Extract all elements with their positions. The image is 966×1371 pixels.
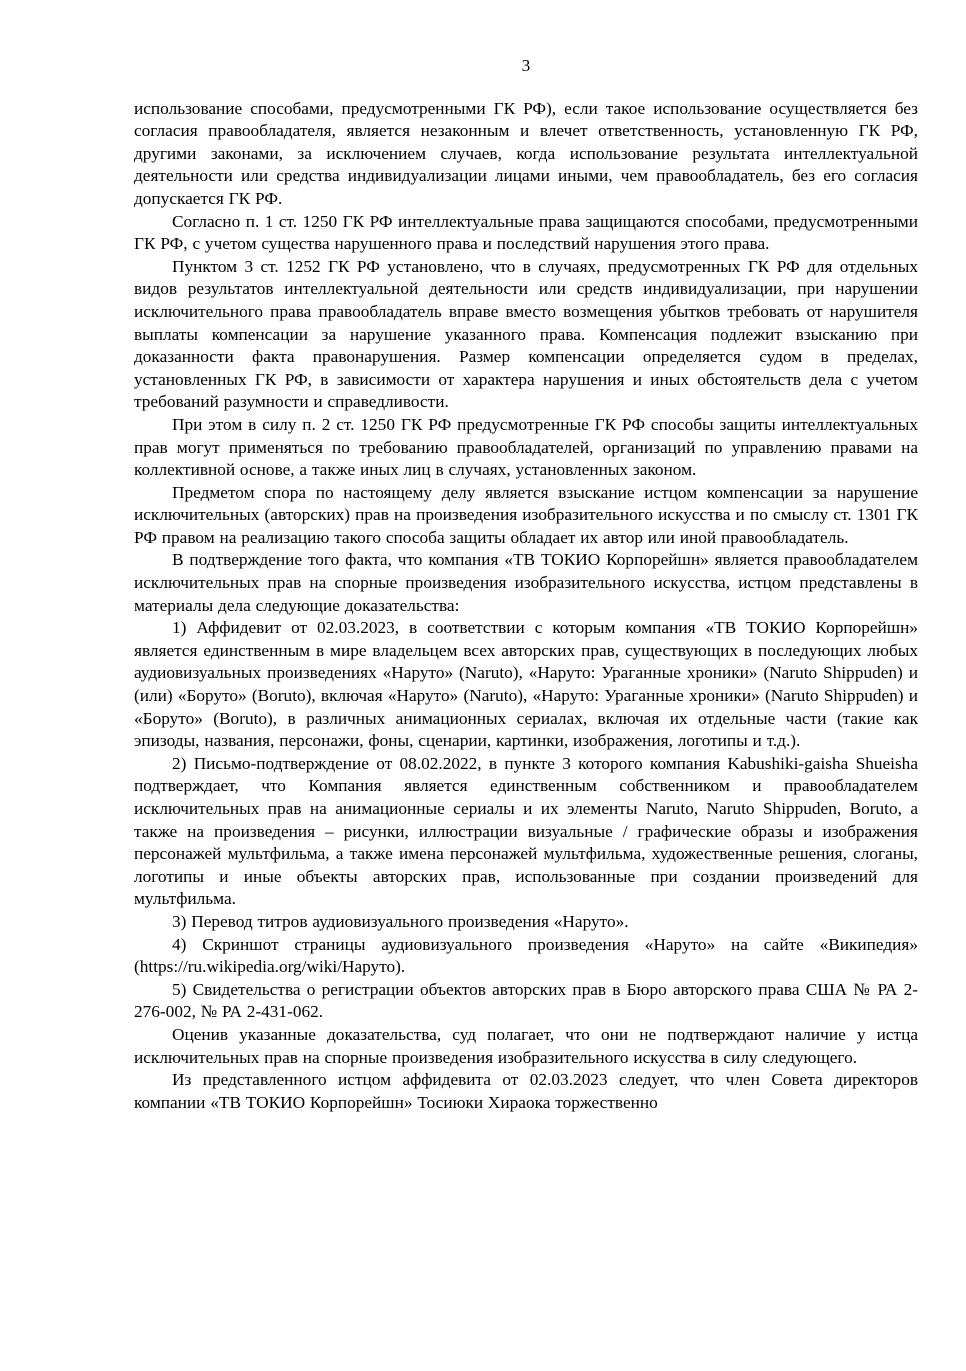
paragraph: Предметом спора по настоящему делу является взыскание истцом компенсации за нарушение исключительных (авторских) прав на произведения изобразительного искусства и по смыслу ст. 1301 ГК РФ правом на реализацию такого способа защиты обладает их автор или иной правообладатель. (134, 482, 918, 547)
paragraph: В подтверждение того факта, что компания «ТВ ТОКИО Корпорейшн» является правообладателем исключительных прав на спорные произведения изобразительного искусства, истцом представлены в материалы дела следующие доказательства: (134, 550, 918, 615)
paragraph-list-item: 2) Письмо-подтверждение от 08.02.2022, в пункте 3 которого компания Kabushiki-gaisha Shueisha подтверждает, что Компания является единственным собственником и правообладателем исключительных прав на анимационные сериалы и их элементы Naruto, Naruto Shippuden, Boruto, а также на произведения – рисунки, иллюстрации визуальные / графические образы и изображения персонажей мультфильма, а также имена персонажей мультфильма, художественные решения, слоганы, логотипы и иные объекты авторских прав, использованные при создании произведений для мультфильма. (134, 753, 918, 909)
paragraph: Согласно п. 1 ст. 1250 ГК РФ интеллектуальные права защищаются способами, предусмотренными ГК РФ, с учетом существа нарушенного права и последствий нарушения этого права. (134, 211, 918, 254)
document-body (134, 98, 918, 1115)
page-number: 3 (521, 56, 531, 75)
paragraph-list-item: 1) Аффидевит от 02.03.2023, в соответствии с которым компания «ТВ ТОКИО Корпорейшн» является единственным в мире владельцем всех авторских прав, существующих в последующих любых аудиовизуальных произведениях «Наруто» (Naruto), «Наруто: Ураганные хроники» (Naruto Shippuden) и (или) «Боруто» (Boruto), включая «Наруто» (Naruto), «Наруто: Ураганные хроники» (Naruto Shippuden) и «Боруто» (Boruto), в различных анимационных сериалах, включая их отдельные части (такие как эпизоды, названия, персонажи, фоны, сценарии, картинки, изображения, логотипы и т.д.). (134, 618, 918, 751)
paragraph-list-item: 3) Перевод титров аудиовизуального произведения «Наруто». (172, 911, 629, 931)
paragraph: использование способами, предусмотренными ГК РФ), если такое использование осуществляется без согласия правообладателя, является незаконным и влечет ответственность, установленную ГК РФ, другими законами, за исключением случаев, когда использование результата интеллектуальной деятельности или средства индивидуализации лицами иными, чем правообладатель, без его согласия допускается ГК РФ. (134, 98, 918, 208)
paragraph: При этом в силу п. 2 ст. 1250 ГК РФ предусмотренные ГК РФ способы защиты интеллектуальных прав могут применяться по требованию правообладателей, организаций по управлению правами на коллективной основе, а также иных лиц в случаях, установленных законом. (134, 414, 918, 480)
paragraph: Из представленного истцом аффидевита от 02.03.2023 следует, что член Совета директоров компании «ТВ ТОКИО Корпорейшн» Тосиюки Хираока торжественно (134, 1070, 918, 1112)
text-column (134, 55, 918, 1114)
paragraph: Пунктом 3 ст. 1252 ГК РФ установлено, что в случаях, предусмотренных ГК РФ для отдельных видов результатов интеллектуальной деятельности или средств индивидуализации, при нарушении исключительного права правообладатель вправе вместо возмещения убытков требовать от нарушителя выплаты компенсации за нарушение указанного права. Компенсация подлежит взысканию при доказанности факта правонарушения. Размер компенсации определяется судом в пределах, установленных ГК РФ, в зависимости от характера нарушения и иных обстоятельств дела с учетом требований разумности и справедливости. (134, 256, 918, 412)
paragraph-list-item: 5) Свидетельства о регистрации объектов авторских прав в Бюро авторского права США № РА 2-276-002, № РА 2-431-062. (134, 979, 918, 1022)
paragraph-list-item: 4) Скриншот страницы аудиовизуального произведения «Наруто» на сайте «Википедия» (https://ru.wikipedia.org/wiki/Наруто). (134, 934, 918, 977)
paragraph: Оценив указанные доказательства, суд полагает, что они не подтверждают наличие у истца исключительных прав на спорные произведения изобразительного искусства в силу следующего. (134, 1024, 918, 1067)
